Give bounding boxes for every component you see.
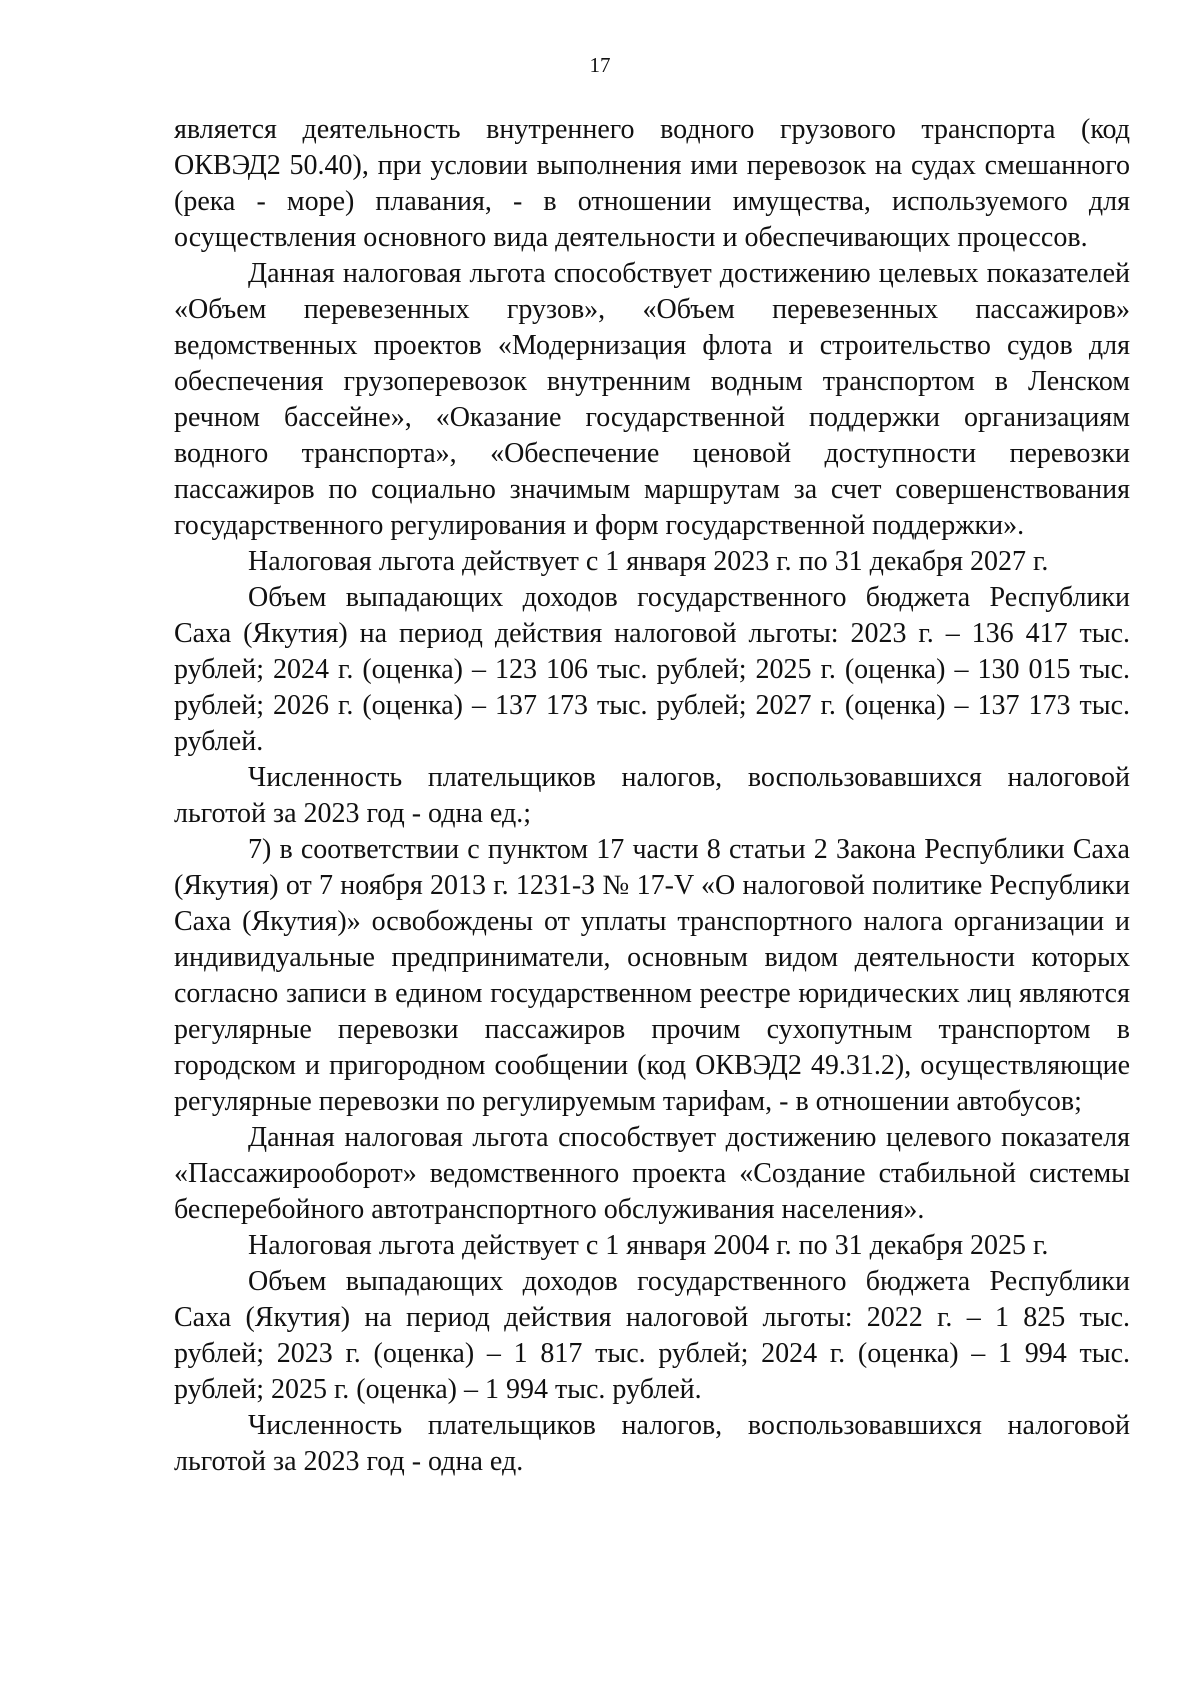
paragraph-benefit-period-2: Налоговая льгота действует с 1 января 2004 г. по 31 декабря 2025 г. bbox=[248, 1230, 1049, 1261]
paragraph-lost-revenue: Объем выпадающих доходов государственного бюджета Республики Саха (Якутия) на период действия налоговой льготы: 2023 г. – 136 417 тыс. рублей; 2024 г. (оценка) – 123 106 тыс. рублей; 2025 г. (оценка) – 130 015 тыс. рублей; 2026 г. (оценка) – 137 173 тыс. рублей; 2027 г. (оценка) – 137 173 тыс. рублей. bbox=[174, 582, 1130, 757]
paragraph-target-indicator-passenger: Данная налоговая льгота способствует достижению целевого показателя «Пассажирооборот» ведомственного проекта «Создание стабильной системы бесперебойного автотранспортного обслуживания населения». bbox=[174, 1122, 1130, 1225]
paragraph-taxpayer-count: Численность плательщиков налогов, воспользовавшихся налоговой льготой за 2023 год - одна ед.; bbox=[174, 762, 1130, 829]
paragraph-taxpayer-count-2: Численность плательщиков налогов, воспользовавшихся налоговой льготой за 2023 год - одна ед. bbox=[174, 1410, 1130, 1477]
page-number: 17 bbox=[589, 53, 611, 77]
document-body bbox=[174, 112, 1130, 1480]
paragraph-benefit-period: Налоговая льгота действует с 1 января 2023 г. по 31 декабря 2027 г. bbox=[248, 546, 1049, 577]
paragraph-lost-revenue-2: Объем выпадающих доходов государственного бюджета Республики Саха (Якутия) на период действия налоговой льготы: 2022 г. – 1 825 тыс. рублей; 2023 г. (оценка) – 1 817 тыс. рублей; 2024 г. (оценка) – 1 994 тыс. рублей; 2025 г. (оценка) – 1 994 тыс. рублей. bbox=[174, 1266, 1130, 1405]
paragraph-target-indicators: Данная налоговая льгота способствует достижению целевых показателей «Объем перевезенных грузов», «Объем перевезенных пассажиров» ведомственных проектов «Модернизация флота и строительство судов для обеспечения грузоперевозок внутренним водным транспортом в Ленском речном бассейне», «Оказание государственной поддержки организациям водного транспорта», «Обеспечение ценовой доступности перевозки пассажиров по социально значимым маршрутам за счет совершенствования государственного регулирования и форм государственной поддержки». bbox=[174, 258, 1130, 541]
paragraph-continuation: является деятельность внутреннего водного грузового транспорта (код ОКВЭД2 50.40), при условии выполнения ими перевозок на судах смешанного (река - море) плавания, - в отношении имущества, используемого для осуществления основного вида деятельности и обеспечивающих процессов. bbox=[174, 114, 1130, 253]
paragraph-item-7: 7) в соответствии с пунктом 17 части 8 статьи 2 Закона Республики Саха (Якутия) от 7 ноября 2013 г. 1231-З № 17-V «О налоговой политике Республики Саха (Якутия)» освобождены от уплаты транспортного налога организации и индивидуальные предприниматели, основным видом деятельности которых согласно записи в едином государственном реестре юридических лиц являются регулярные перевозки пассажиров прочим сухопутным транспортом в городском и пригородном сообщении (код ОКВЭД2 49.31.2), осуществляющие регулярные перевозки по регулируемым тарифам, - в отношении автобусов; bbox=[174, 834, 1130, 1117]
